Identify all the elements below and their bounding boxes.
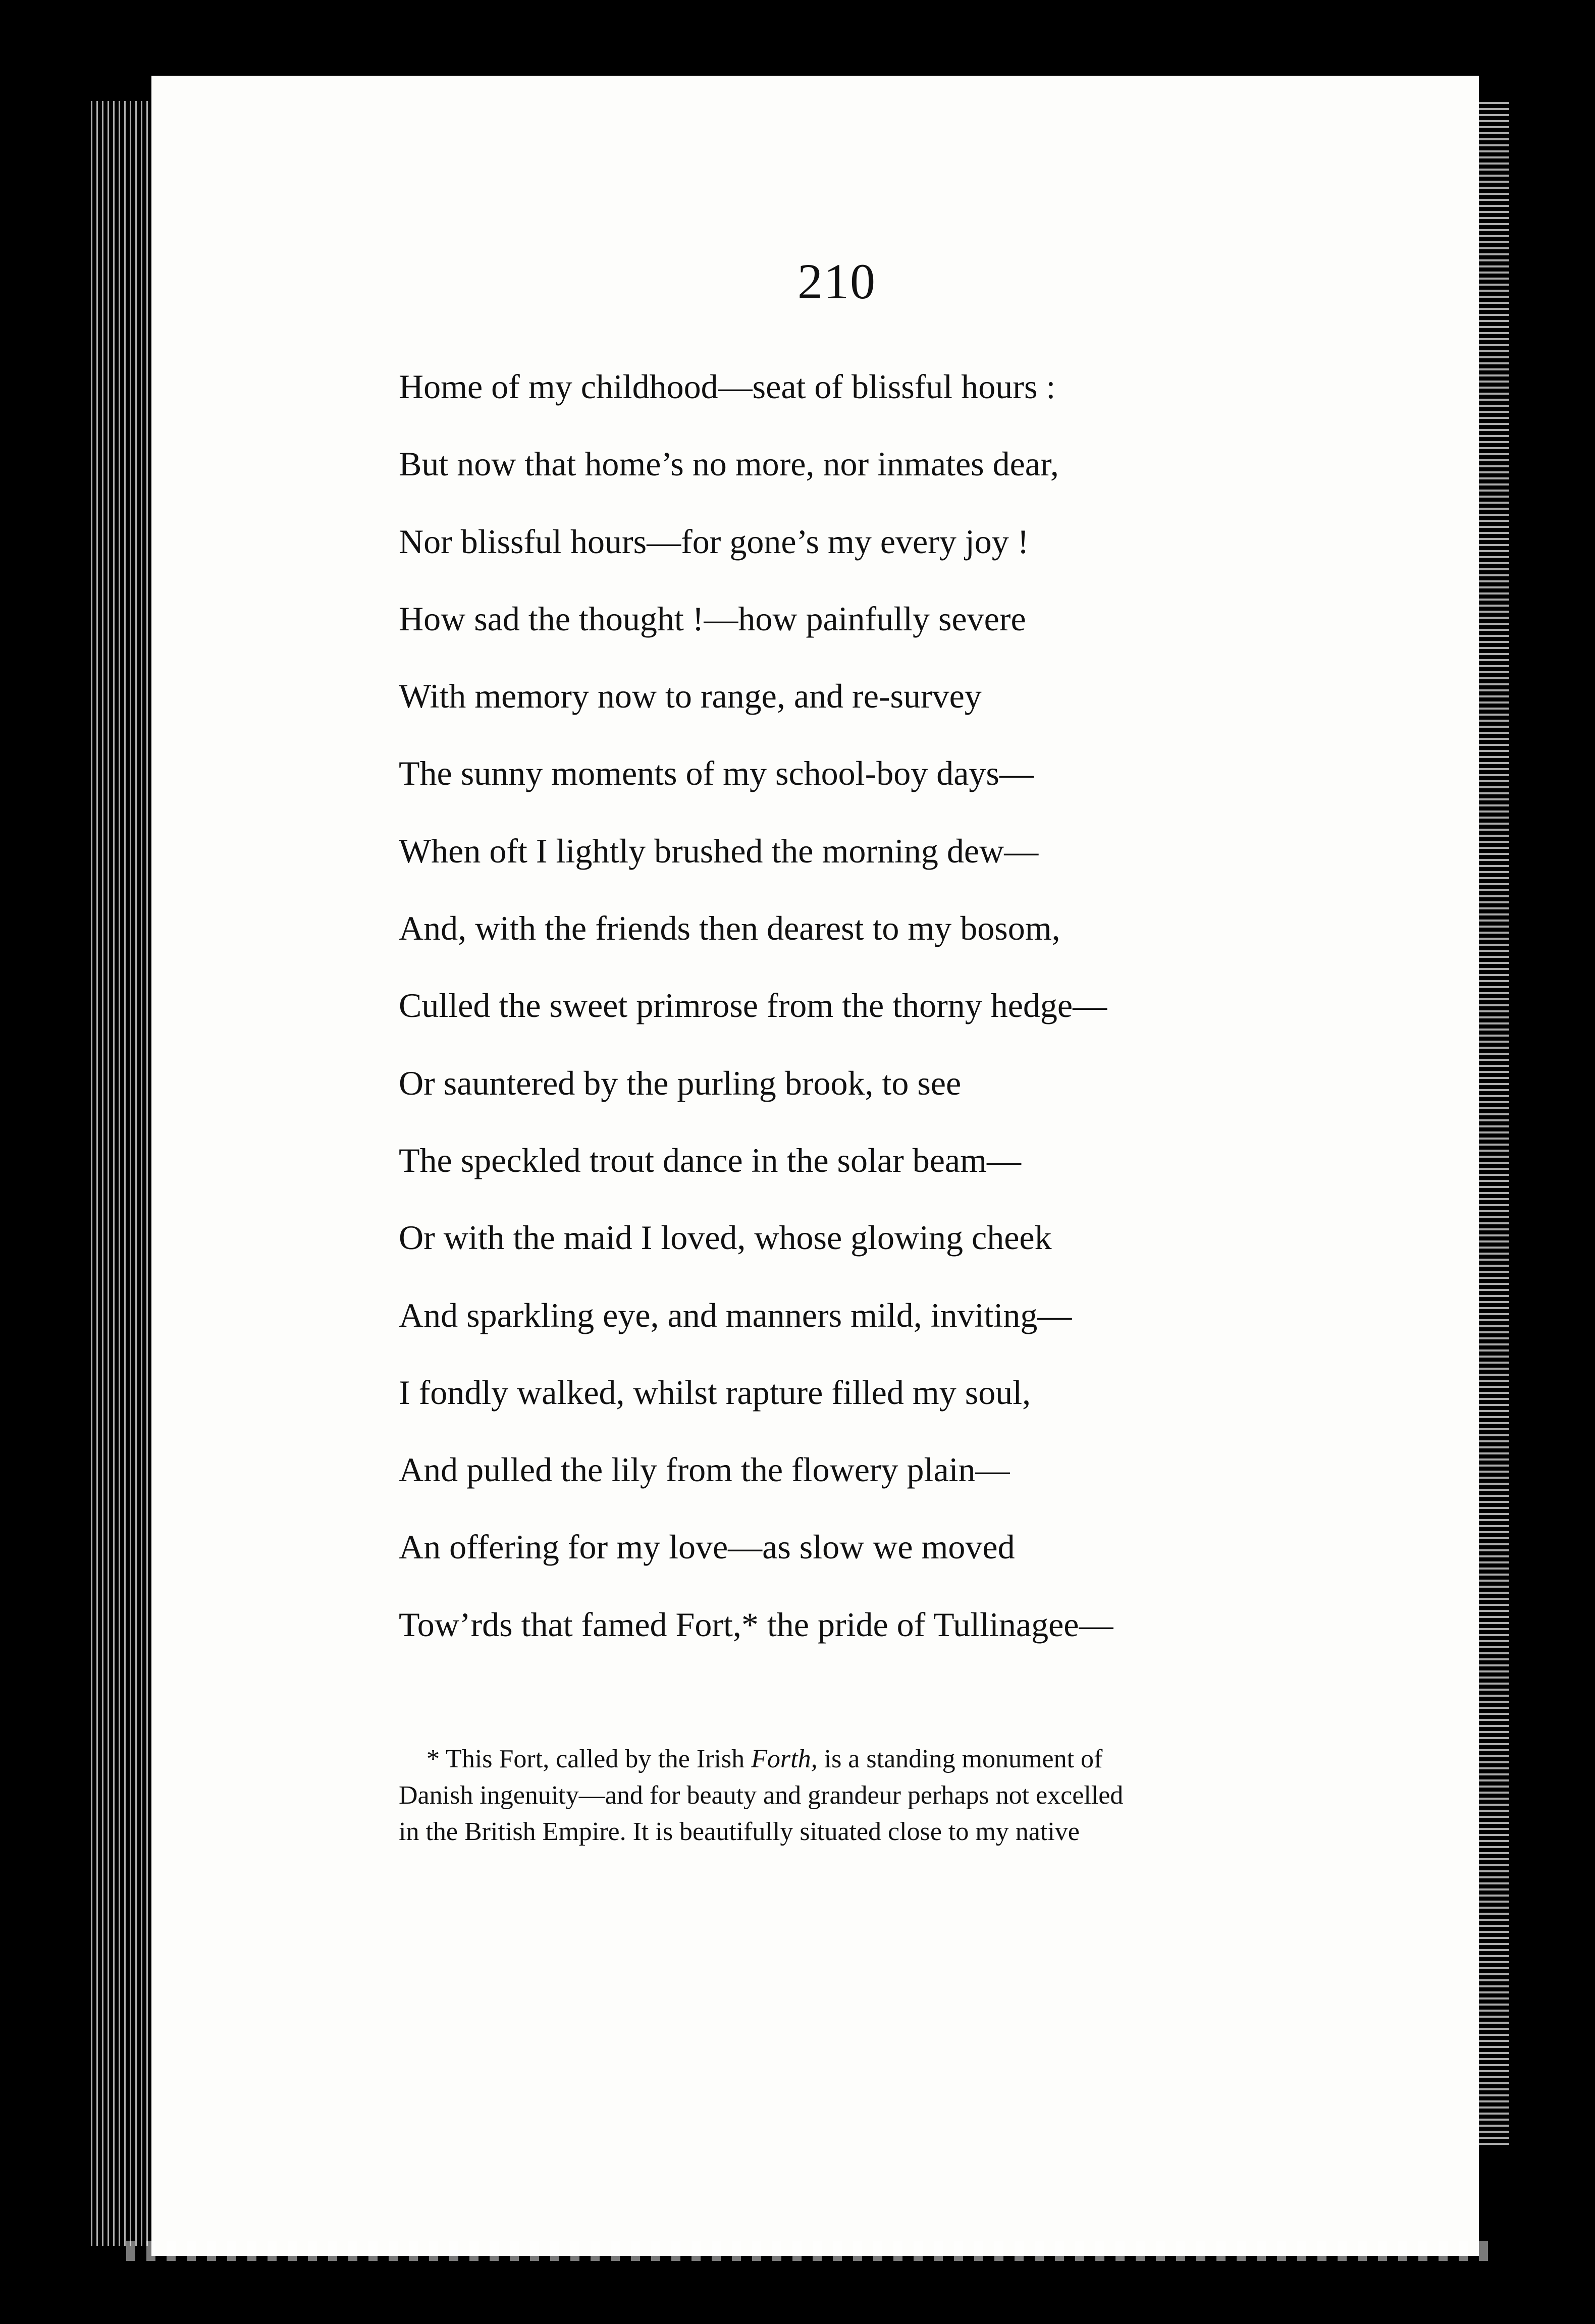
footnote-text: * This Fort, called by the Irish — [427, 1745, 752, 1773]
footnote-text: is a standing monument of — [817, 1745, 1103, 1773]
poem-line: Tow’rds that famed Fort,* the pride of Tullinagee— — [399, 1605, 1113, 1644]
poem-line: With memory now to range, and re-survey — [399, 677, 982, 716]
poem-line: Home of my childhood—seat of blissful hours : — [399, 367, 1056, 406]
poem-line: And sparkling eye, and manners mild, inviting— — [399, 1295, 1072, 1334]
poem-line: The speckled trout dance in the solar beam— — [399, 1141, 1021, 1179]
footnote-line: Danish ingenuity—and for beauty and grandeur perhaps not excelled — [399, 1781, 1124, 1810]
poem-line: An offering for my love—as slow we moved — [399, 1528, 1015, 1566]
footnote-line: in the British Empire. It is beautifully situated close to my native — [399, 1817, 1080, 1846]
poem-line: Nor blissful hours—for gone’s my every joy ! — [399, 522, 1029, 561]
poem-line: And pulled the lily from the flowery plain— — [399, 1450, 1010, 1489]
poem-line: Or sauntered by the purling brook, to see — [399, 1063, 962, 1102]
footnote-line — [399, 1741, 1383, 1777]
poem-text — [399, 348, 1113, 1663]
footnote-italic-term: Forth, — [751, 1745, 818, 1773]
poem-line: And, with the friends then dearest to my bosom, — [399, 909, 1060, 948]
footnote — [399, 1741, 1383, 1850]
poem-line: I fondly walked, whilst rapture filled my soul, — [399, 1373, 1031, 1412]
poem-line: When oft I lightly brushed the morning dew— — [399, 831, 1039, 870]
page-edge-bottom — [126, 2241, 1489, 2261]
poem-line: Or with the maid I loved, whose glowing cheek — [399, 1218, 1052, 1257]
poem-line: The sunny moments of my school-boy days— — [399, 754, 1034, 793]
poem-line: How sad the thought !—how painfully severe — [399, 599, 1026, 638]
poem-line: But now that home’s no more, nor inmates dear, — [399, 445, 1059, 483]
page-number: 210 — [798, 253, 876, 309]
poem-line: Culled the sweet primrose from the thorny hedge— — [399, 986, 1107, 1025]
